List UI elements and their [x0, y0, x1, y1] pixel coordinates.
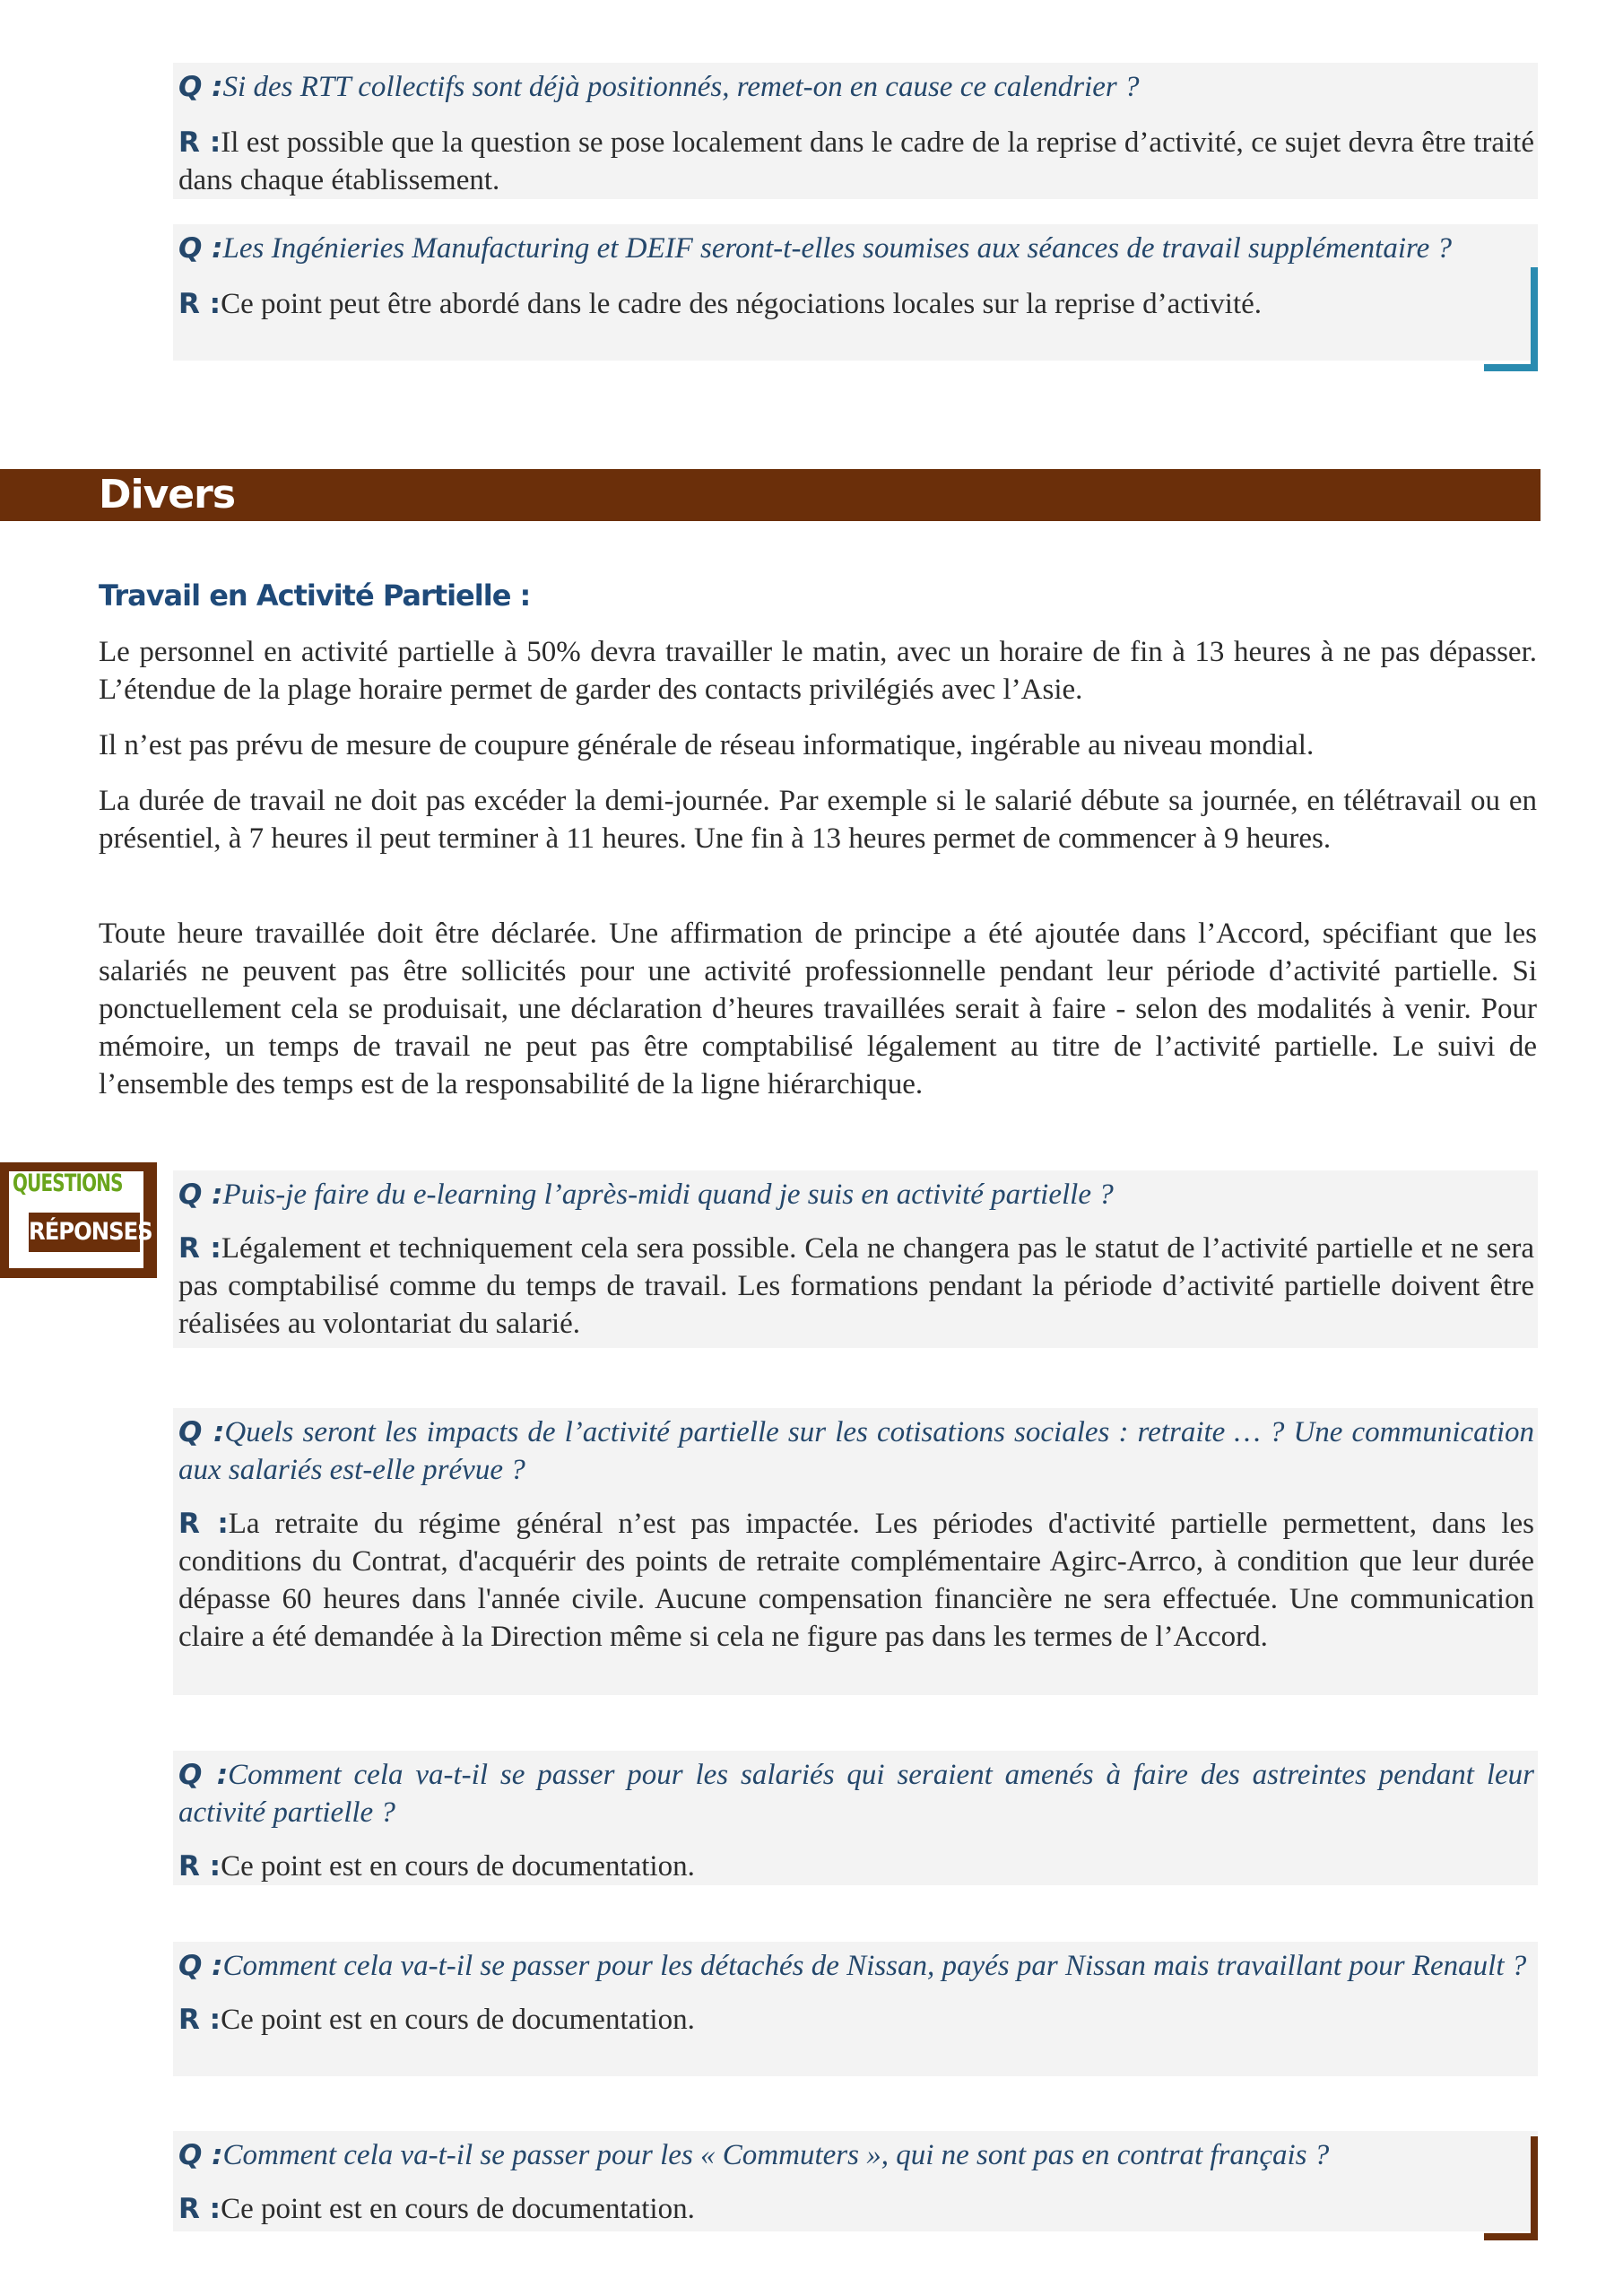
- questions-reponses-logo: [0, 1162, 157, 1278]
- qa-block: [173, 63, 1538, 199]
- paragraph: Toute heure travaillée doit être déclarée. Une affirmation de principe a été ajoutée dans l’Accord, spécifiant que les salariés ne peuvent pas être sollicités pour une activité professionnelle pendant leur période d’activité partielle. Si ponctuellement cela se produisait, une déclaration d’heures travaillées serait à faire - selon des modalités à venir. Pour mémoire, un temps de travail ne peut pas être comptabilisé légalement au titre de l’activité partielle. Le suivi de l’ensemble des temps est de la responsabilité de la ligne hiérarchique.: [99, 918, 1537, 1100]
- question-text: Les Ingénieries Manufacturing et DEIF seront-t-elles soumises aux séances de travail supplémentaire ?: [222, 232, 1452, 265]
- question: [178, 230, 1534, 267]
- answer-text: Ce point est en cours de documentation.: [221, 1850, 695, 1883]
- q-tag: Q :: [178, 1950, 223, 1982]
- question-text: Comment cela va-t-il se passer pour les « Commuters », qui ne sont pas en contrat français ?: [222, 2139, 1330, 2171]
- qa-block: [173, 1170, 1538, 1348]
- answer: [178, 1230, 1534, 1343]
- question-text: Puis-je faire du e-learning l’après-midi quand je suis en activité partielle ?: [222, 1178, 1114, 1211]
- qa-block: [173, 2131, 1538, 2231]
- paragraph: Il n’est pas prévu de mesure de coupure générale de réseau informatique, ingérable au niveau mondial.: [99, 729, 1315, 761]
- answer-text: Ce point est en cours de documentation.: [221, 2004, 695, 2036]
- section-title: Divers: [99, 472, 236, 517]
- question-text: Comment cela va-t-il se passer pour les salariés qui seraient amenés à faire des astreintes pendant leur activité partielle ?: [178, 1759, 1535, 1829]
- question-text: Quels seront les impacts de l’activité partielle sur les cotisations sociales : retraite … ? Une communication aux salariés est-elle prévue ?: [178, 1416, 1534, 1486]
- subsection-title: Travail en Activité Partielle :: [99, 578, 531, 613]
- logo-line-questions: QUESTIONS: [13, 1170, 123, 1197]
- logo-line-reponses: RÉPONSES: [29, 1213, 140, 1252]
- q-tag: Q :: [178, 2139, 223, 2171]
- answer: [178, 2001, 1534, 2039]
- answer: [178, 2190, 1534, 2228]
- r-tag: R :: [178, 2193, 221, 2225]
- answer-text: Légalement et techniquement cela sera possible. Cela ne changera pas le statut de l’activité partielle et ne sera pas comptabilisé comme du temps de travail. Les formations pendant la période d’activité partielle doivent être réalisées au volontariat du salarié.: [178, 1232, 1535, 1340]
- r-tag: R :: [178, 1850, 221, 1883]
- r-tag: R :: [178, 126, 221, 159]
- section-heading-bar: [0, 469, 1541, 521]
- answer-text: Ce point est en cours de documentation.: [221, 2193, 695, 2225]
- qa-block: [173, 224, 1538, 361]
- r-tag: R :: [178, 1232, 221, 1265]
- answer: [178, 1848, 1534, 1885]
- answer-text: Il est possible que la question se pose localement dans le cadre de la reprise d’activité, ce sujet devra être traité dans chaque établissement.: [178, 126, 1534, 196]
- question: [178, 1176, 1534, 1213]
- question: [178, 68, 1534, 106]
- question: [178, 1413, 1534, 1489]
- answer: [178, 124, 1534, 199]
- question-text: Comment cela va-t-il se passer pour les détachés de Nissan, payés par Nissan mais travaillant pour Renault ?: [222, 1950, 1527, 1982]
- paragraph: Le personnel en activité partielle à 50% devra travailler le matin, avec un horaire de fin à 13 heures à ne pas dépasser. L’étendue de la plage horaire permet de garder des contacts privilégiés avec l’Asie.: [99, 636, 1537, 706]
- answer-text: La retraite du régime général n’est pas impactée. Les périodes d'activité partielle permettent, dans les conditions du Contrat, d'acquérir des points de retraite complémentaire Agirc-Arrco, à condition que leur durée dépasse 60 heures dans l'année civile. Aucune compensation financière ne sera effectuée. Une communication claire a été demandée à la Direction même si cela ne figure pas dans les termes de l’Accord.: [178, 1508, 1534, 1653]
- q-tag: Q :: [178, 1416, 225, 1448]
- q-tag: Q :: [178, 1178, 223, 1211]
- answer: [178, 1505, 1534, 1656]
- qa-block: [173, 1751, 1538, 1885]
- r-tag: R :: [178, 1508, 229, 1540]
- corner-bracket-decoration: [1484, 267, 1538, 371]
- question: [178, 2136, 1534, 2174]
- q-tag: Q :: [178, 1759, 229, 1791]
- answer-text: Ce point peut être abordé dans le cadre des négociations locales sur la reprise d’activité.: [221, 288, 1263, 320]
- question-text: Si des RTT collectifs sont déjà positionnés, remet-on en cause ce calendrier ?: [222, 71, 1140, 103]
- corner-bracket-decoration: [1484, 2136, 1538, 2240]
- qa-block: [173, 1408, 1538, 1695]
- r-tag: R :: [178, 2004, 221, 2036]
- q-tag: Q :: [178, 232, 223, 265]
- paragraph: La durée de travail ne doit pas excéder la demi-journée. Par exemple si le salarié débute sa journée, en télétravail ou en présentiel, à 7 heures il peut terminer à 11 heures. Une fin à 13 heures permet de commencer à 9 heures.: [99, 785, 1537, 855]
- question: [178, 1947, 1534, 1985]
- answer: [178, 285, 1534, 323]
- q-tag: Q :: [178, 71, 223, 103]
- question: [178, 1756, 1534, 1831]
- qa-block: [173, 1942, 1538, 2076]
- r-tag: R :: [178, 288, 221, 320]
